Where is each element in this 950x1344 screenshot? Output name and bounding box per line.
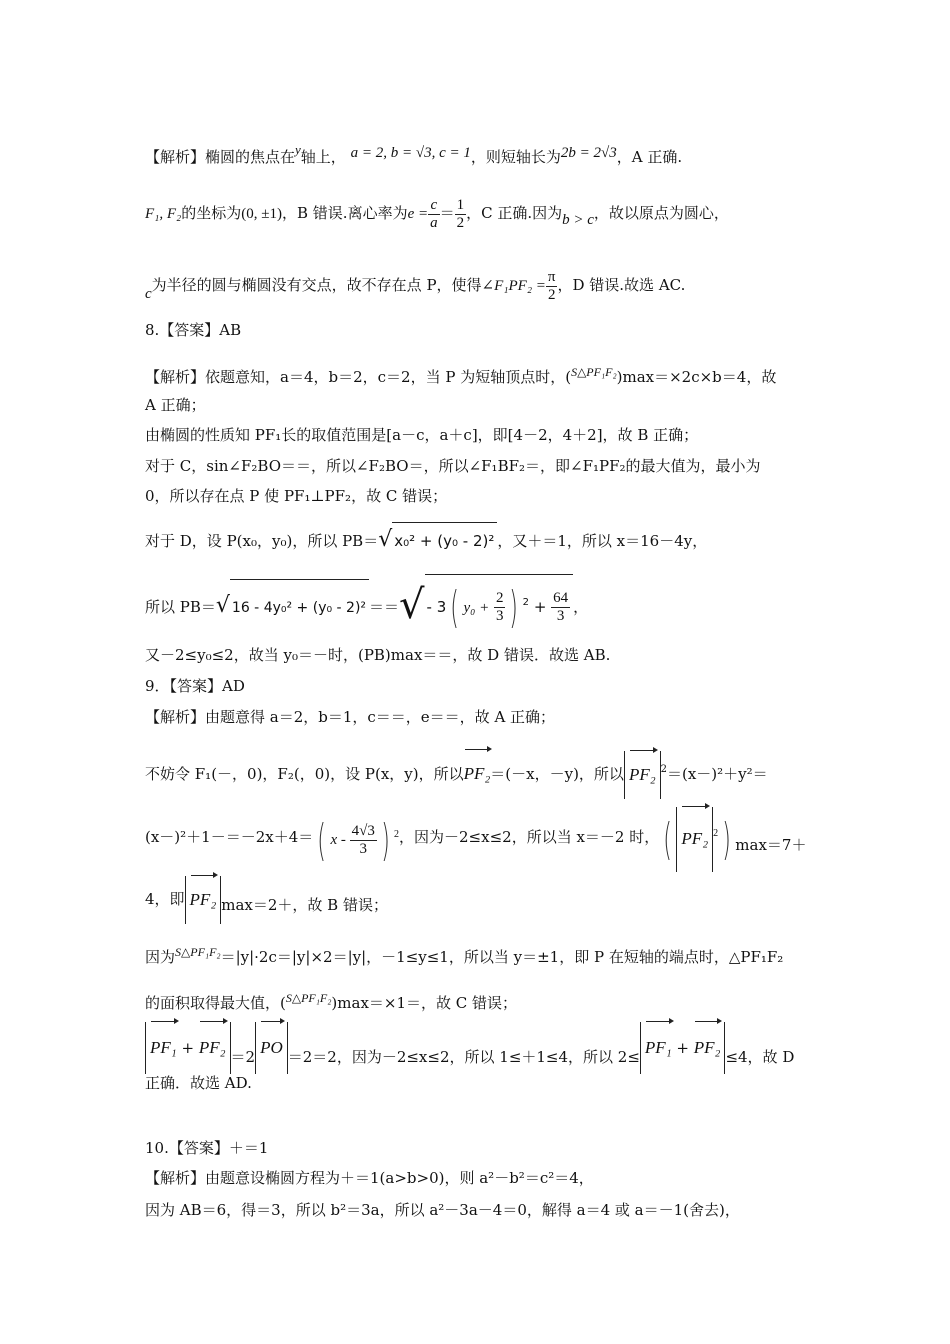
text: ， <box>573 598 589 616</box>
analysis-10-line-1: 【解析】由题意设椭圆方程为＋＝1(a>b>0)，则 a²－b²＝c²＝4， <box>145 1169 594 1187</box>
math-f1f2: F₁, F₂ <box>145 206 182 222</box>
analysis-9-line-8: 正确．故选 AD. <box>145 1074 252 1092</box>
text: 的面积取得最大值，( <box>145 994 286 1012</box>
analysis-9-line-4 <box>145 876 810 927</box>
math-coord: (0, ±1) <box>241 206 283 222</box>
analysis-8-line-4: 对于 C，sin∠F₂BO＝＝，所以∠F₂BO＝，所以∠F₁BF₂＝，即∠F₁PF₂的最大值为，最小为 <box>145 457 761 475</box>
abs-po: PO <box>255 1022 288 1074</box>
text: 的坐标为 <box>181 204 242 222</box>
text: 为半径的圆与椭圆没有交点，故不存在点 P，使得 <box>151 276 482 294</box>
text: ，因为－2≤x≤2，所以当 x＝－2 时， <box>399 828 660 847</box>
analysis-8-line-3: 由椭圆的性质知 PF₁长的取值范围是[a－c，a＋c]，即[4－2，4＋2]，故 B 正确； <box>145 426 699 444</box>
analysis-line-2: F₁, F₂的坐标为(0, ±1)，B 错误.离心率为e = $\frac{c}{a}$ ＝ $\frac{1}{2}$ ，C 正确.因为b > c，故以原点为圆心， <box>145 196 729 231</box>
math-b-gt-c: b > c <box>562 212 594 228</box>
abs-pf2: PF₂ <box>185 876 222 924</box>
math-y: y <box>295 142 301 157</box>
fraction-1-over-2: $\frac{1}{2}$ <box>456 196 465 231</box>
text: 【解析】依题意知，a＝4，b＝2，c＝2，当 P 为短轴顶点时，( <box>145 368 572 386</box>
analysis-8-line-8: 又－2≤y₀≤2，故当 y₀＝－时，(PB)max＝＝，故 D 错误．故选 AB. <box>145 646 611 664</box>
fraction-c-over-a: $\frac{c}{a}$ <box>430 196 438 231</box>
text: 不妨令 F₁(－，0)，F₂(，0)，设 P(x，y)，所以 <box>145 765 464 783</box>
analysis-9-line-6 <box>145 980 810 1021</box>
math-sqrt-pb: x₀² + (y₀ - 2)² <box>392 522 497 559</box>
text: ，A 正确. <box>616 148 683 166</box>
analysis-8-line-2: A 正确； <box>145 396 206 414</box>
math-abc: a = 2, b = √3, c = 1 <box>350 145 471 161</box>
text: max＝2＋，故 B 错误； <box>221 896 388 914</box>
text: )max＝×1＝，故 C 错误； <box>331 994 518 1012</box>
text: ＝(－x，－y)，所以 <box>490 765 624 783</box>
abs-pf2: PF₂ <box>624 751 661 799</box>
math-area-s: S△PF₁F₂ <box>175 945 221 959</box>
analysis-8-line-7 <box>145 574 810 636</box>
analysis-10-line-2: 因为 AB＝6，得＝3，所以 b²＝3a，所以 a²－3a－4＝0，解得 a＝4 或 a＝－1(舍去)， <box>145 1201 740 1219</box>
abs-pf1-plus-pf2: PF₁ + PF₂ <box>145 1022 231 1074</box>
analysis-9-line-1: 【解析】由题意得 a＝2，b＝1，c＝＝，e＝＝，故 A 正确； <box>145 708 556 726</box>
text: ，B 错误.离心率为 <box>282 204 408 222</box>
answer-10: 10.【答案】＋＝1 <box>145 1139 269 1157</box>
text: ，又＋＝1，所以 x＝16－4y， <box>497 532 708 550</box>
math-area-s: S△PF₁F₂ <box>285 991 332 1005</box>
radical-sign: √ <box>399 582 425 628</box>
text: (x－)²＋1－＝－2x＋4＝ <box>145 828 314 847</box>
radical-sign: √ <box>215 593 230 618</box>
text: ＝|y|·2c＝|y|×2＝|y|，－1≤y≤1，所以当 y＝±1，即 P 在短轴的端点时，△PF₁F₂ <box>220 948 784 966</box>
math-angle: ∠F₁PF₂ = <box>481 278 546 294</box>
text: 4，即 <box>145 890 185 908</box>
math-sqrt-pb2: 16 - 4y₀² + (y₀ - 2)² <box>230 579 369 636</box>
text: 轴上， <box>300 148 346 166</box>
text: 对于 D，设 P(x₀，y₀)，所以 PB＝ <box>145 532 379 550</box>
analysis-line-3 <box>145 268 810 311</box>
text: ＝2 <box>230 1048 256 1066</box>
math-c: c <box>145 286 152 302</box>
text: max＝7＋ <box>735 836 807 855</box>
math-e: e = <box>407 206 429 222</box>
abs-pf1-plus-pf2: PF₁ + PF₂ <box>640 1022 726 1074</box>
answer-9: 9．【答案】AD <box>145 677 245 695</box>
math-abs-pf2-sq: ( PF₂ $^2$) <box>659 804 735 872</box>
answer-8: 8.【答案】AB <box>145 321 242 339</box>
text: ，C 正确.因为 <box>466 204 563 222</box>
analysis-8-line-6 <box>145 522 810 559</box>
analysis-9-line-2 <box>145 748 810 799</box>
analysis-8-line-1 <box>145 361 810 388</box>
analysis-line-1 <box>145 139 810 168</box>
text: ，D 错误.故选 AC. <box>557 276 686 294</box>
math-2b: 2b = 2√3 <box>560 145 617 161</box>
text: ≤4，故 D <box>725 1048 795 1066</box>
math-area-s: S△PF₁F₂ <box>571 365 617 379</box>
math-sqrt-pb3: - 3( y₀ + $\frac{2}{3}$ ) $^2$ + $\frac{64}{3}$ <box>425 574 574 636</box>
text: ，则短轴长为 <box>470 148 561 166</box>
text: ＝＝ <box>369 598 400 616</box>
analysis-8-line-5: 0，所以存在点 P 使 PF₁⊥PF₂，故 C 错误； <box>145 487 448 505</box>
text: ，故以原点为圆心， <box>593 204 729 222</box>
text: 所以 PB＝ <box>145 598 216 616</box>
text: ＝(x－)²＋y²＝ <box>667 765 768 783</box>
text: ＝2＝2，因为－2≤x≤2，所以 1≤＋1≤4，所以 2≤ <box>287 1048 640 1066</box>
fraction-pi-over-2: $\frac{\pi}{2}$ <box>547 268 556 303</box>
math-squared-term: ( x - $\frac{4√3}{3}$ ) $^2$ <box>317 814 400 866</box>
text: )max＝×2c×b＝4，故 <box>616 368 777 386</box>
exponent: 2 <box>660 764 667 775</box>
analysis-9-line-5 <box>145 934 810 975</box>
text: 因为 <box>145 948 176 966</box>
vector-pf2: PF₂ <box>464 752 491 796</box>
radical-sign: √ <box>378 527 393 552</box>
analysis-9-line-3 <box>145 804 810 875</box>
text: 【解析】椭圆的焦点在 <box>145 148 296 166</box>
